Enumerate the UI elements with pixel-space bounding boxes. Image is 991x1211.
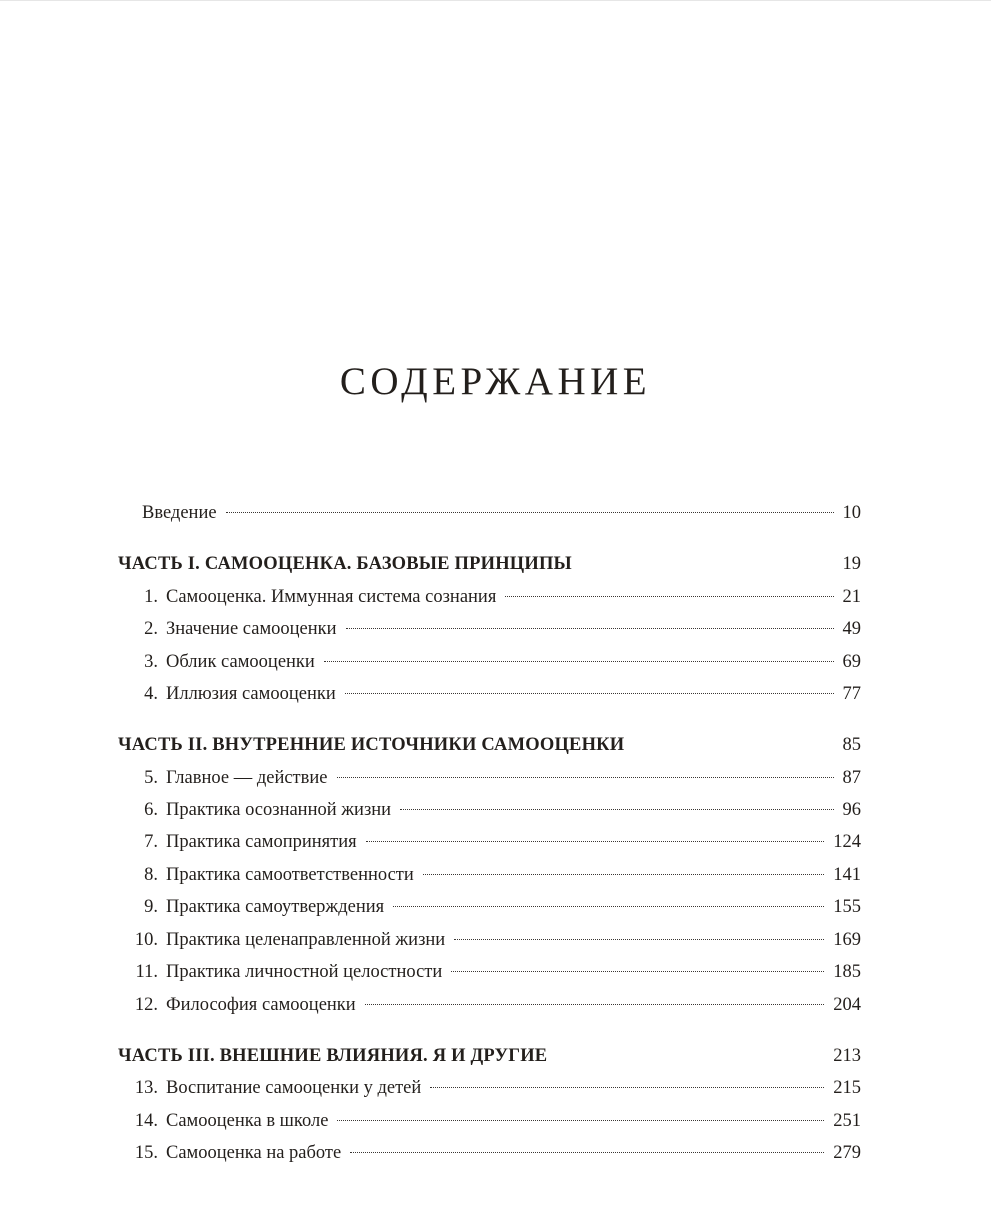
toc-chapter-6[interactable]	[0, 798, 991, 822]
chapter-page: 155	[833, 897, 861, 917]
chapter-page: 96	[842, 800, 861, 820]
chapter-number: 10.	[134, 930, 158, 950]
part-page: 19	[842, 554, 861, 574]
toc-part-3[interactable]	[0, 1044, 991, 1068]
chapter-number: 1.	[144, 587, 158, 607]
chapter-page: 124	[833, 832, 861, 852]
chapter-page: 185	[833, 962, 861, 982]
chapter-number: 15.	[134, 1143, 158, 1163]
chapter-title: Воспитание самооценки у детей	[166, 1078, 422, 1098]
chapter-title: Практика самопринятия	[166, 832, 357, 852]
chapter-number: 12.	[134, 995, 158, 1015]
chapter-number: 6.	[144, 800, 158, 820]
chapter-number: 8.	[144, 865, 158, 885]
dot-leader	[505, 595, 833, 597]
part-title: ЧАСТЬ I. САМООЦЕНКА. БАЗОВЫЕ ПРИНЦИПЫ	[118, 554, 572, 574]
chapter-number: 14.	[134, 1111, 158, 1131]
toc-chapter-3[interactable]	[0, 650, 991, 674]
toc-chapter-8[interactable]	[0, 863, 991, 887]
toc-chapter-11[interactable]	[0, 960, 991, 984]
dot-leader	[451, 970, 824, 972]
chapter-title: Практика самоутверждения	[166, 897, 385, 917]
chapter-number: 4.	[144, 684, 158, 704]
part-page: 213	[833, 1046, 861, 1066]
chapter-number: 3.	[144, 652, 158, 672]
chapter-number: 2.	[144, 619, 158, 639]
chapter-title: Практика целенаправленной жизни	[166, 930, 446, 950]
toc-chapter-14[interactable]	[0, 1109, 991, 1133]
toc-chapter-13[interactable]	[0, 1076, 991, 1100]
chapter-title: Значение самооценки	[166, 619, 337, 639]
toc-chapter-12[interactable]	[0, 993, 991, 1017]
chapter-title: Практика личностной целостности	[166, 962, 443, 982]
dot-leader	[337, 776, 834, 778]
chapter-page: 169	[833, 930, 861, 950]
toc-intro-label: Введение	[142, 503, 217, 523]
part-title: ЧАСТЬ II. ВНУТРЕННИЕ ИСТОЧНИКИ САМООЦЕНКИ	[118, 735, 625, 755]
chapter-title: Философия самооценки	[166, 995, 356, 1015]
page-title: СОДЕРЖАНИЕ	[339, 360, 652, 404]
toc-chapter-15[interactable]	[0, 1141, 991, 1165]
toc-chapter-7[interactable]	[0, 830, 991, 854]
chapter-page: 77	[842, 684, 861, 704]
chapter-page: 49	[842, 619, 861, 639]
toc-chapter-9[interactable]	[0, 895, 991, 919]
toc-intro[interactable]	[0, 501, 991, 525]
chapter-page: 87	[842, 768, 861, 788]
chapter-number: 11.	[135, 962, 158, 982]
part-title: ЧАСТЬ III. ВНЕШНИЕ ВЛИЯНИЯ. Я И ДРУГИЕ	[118, 1046, 548, 1066]
chapter-title: Самооценка. Иммунная система сознания	[166, 587, 497, 607]
dot-leader	[337, 1119, 824, 1121]
chapter-page: 21	[842, 587, 861, 607]
chapter-page: 204	[833, 995, 861, 1015]
chapter-number: 9.	[144, 897, 158, 917]
chapter-page: 251	[833, 1111, 861, 1131]
dot-leader	[454, 938, 824, 940]
chapter-number: 13.	[134, 1078, 158, 1098]
chapter-number: 5.	[144, 768, 158, 788]
toc-intro-page: 10	[842, 503, 861, 523]
toc-chapter-2[interactable]	[0, 617, 991, 641]
dot-leader	[430, 1086, 824, 1088]
dot-leader	[423, 873, 824, 875]
toc-chapter-10[interactable]	[0, 928, 991, 952]
chapter-page: 141	[833, 865, 861, 885]
dot-leader	[365, 1003, 825, 1005]
chapter-page: 279	[833, 1143, 861, 1163]
chapter-number: 7.	[144, 832, 158, 852]
chapter-title: Самооценка на работе	[166, 1143, 342, 1163]
dot-leader	[393, 905, 824, 907]
toc-chapter-4[interactable]	[0, 682, 991, 706]
dot-leader	[400, 808, 833, 810]
dot-leader	[324, 660, 834, 662]
chapter-page: 215	[833, 1078, 861, 1098]
chapter-title: Главное — действие	[166, 768, 328, 788]
dot-leader	[345, 692, 834, 694]
dot-leader	[226, 511, 834, 513]
toc-chapter-1[interactable]	[0, 585, 991, 609]
toc-part-1[interactable]	[0, 552, 991, 576]
chapter-title: Иллюзия самооценки	[166, 684, 336, 704]
part-page: 85	[842, 735, 861, 755]
chapter-title: Облик самооценки	[166, 652, 315, 672]
chapter-title: Практика осознанной жизни	[166, 800, 392, 820]
toc-part-2[interactable]	[0, 733, 991, 757]
chapter-page: 69	[842, 652, 861, 672]
dot-leader	[350, 1151, 824, 1153]
dot-leader	[366, 840, 825, 842]
chapter-title: Практика самоответственности	[166, 865, 414, 885]
chapter-title: Самооценка в школе	[166, 1111, 329, 1131]
dot-leader	[346, 627, 834, 629]
toc-chapter-5[interactable]	[0, 766, 991, 790]
